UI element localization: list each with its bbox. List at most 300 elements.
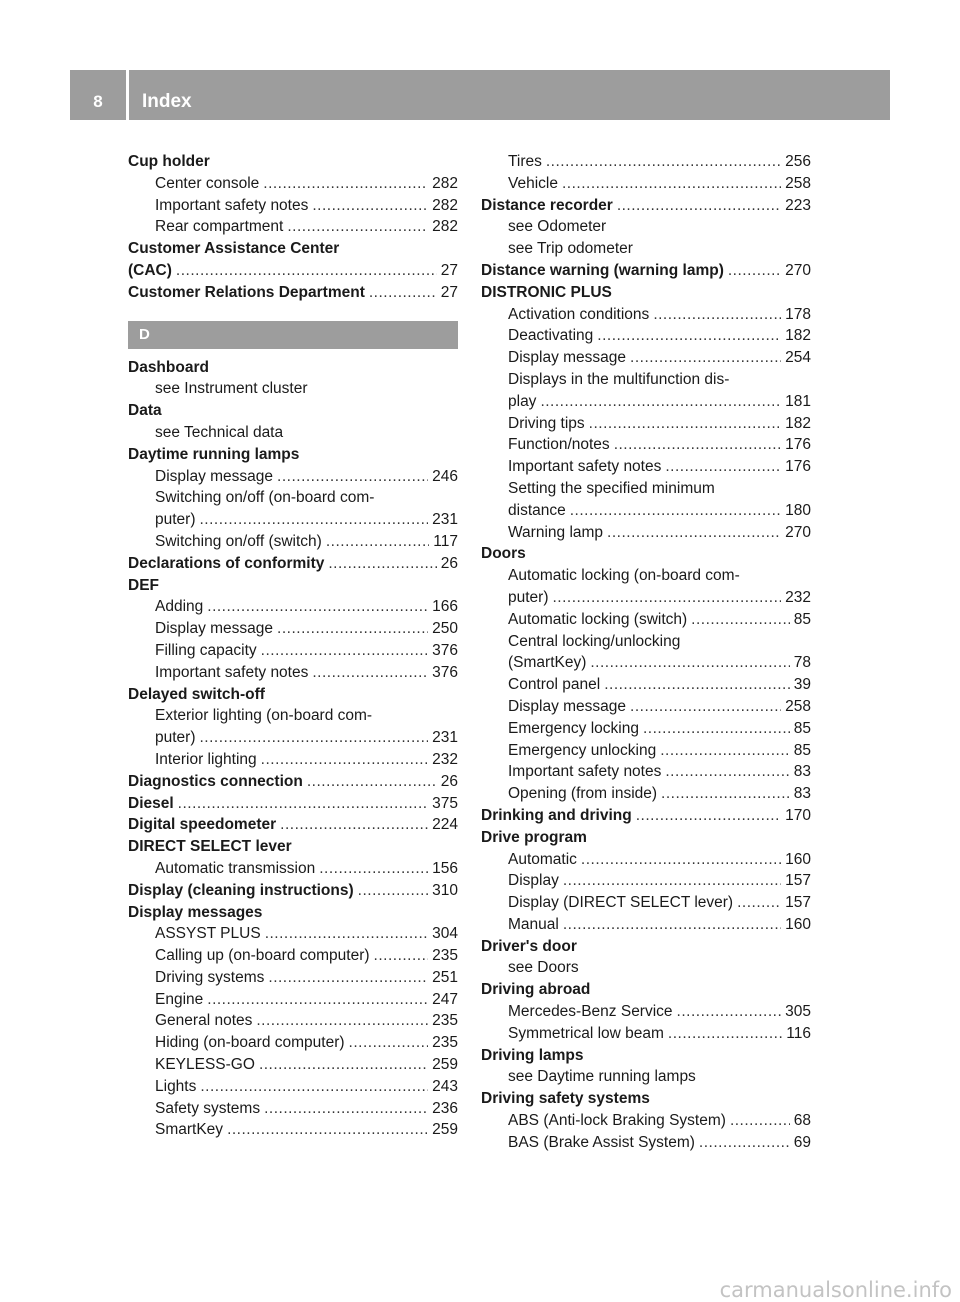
index-entry[interactable] (481, 195, 811, 217)
entry-text: Switching on/off (on-board com- (155, 489, 375, 507)
page-reference: 176 (785, 436, 811, 454)
page-number: 8 (93, 92, 103, 111)
entry-text: Exterior lighting (on-board com- (155, 707, 373, 725)
dot-leader (630, 347, 781, 369)
entry-text: Automatic transmission (155, 859, 316, 877)
index-entry[interactable] (481, 805, 811, 827)
entry-text: Warning lamp (508, 523, 604, 541)
dot-leader (677, 1001, 782, 1023)
entry-text: Distance recorder (481, 196, 613, 214)
page-reference: 157 (785, 894, 811, 912)
page-reference: 258 (785, 174, 811, 192)
dot-leader (349, 1032, 429, 1054)
page-reference: 256 (785, 153, 811, 170)
dot-leader (604, 674, 790, 696)
index-entry[interactable] (128, 814, 458, 836)
index-entry (128, 238, 458, 260)
dot-leader (358, 880, 428, 902)
page-reference: 232 (432, 750, 458, 768)
index-subentry[interactable] (128, 640, 458, 662)
index-subentry[interactable] (128, 945, 458, 967)
index-subentry[interactable] (481, 696, 811, 718)
index-subentry[interactable] (481, 304, 811, 326)
entry-text: Customer Relations Department (128, 283, 365, 301)
entry-text: Delayed switch-off (128, 685, 265, 703)
dot-leader (607, 522, 781, 544)
dot-leader (581, 849, 781, 871)
page-reference: 156 (432, 859, 458, 877)
index-subentry (481, 369, 811, 391)
entry-text: Emergency locking (508, 719, 639, 737)
page-reference: 254 (785, 349, 811, 367)
entry-text: Customer Assistance Center (128, 240, 340, 258)
index-subentry[interactable] (128, 466, 458, 488)
entry-text: Important safety notes (155, 196, 309, 214)
dot-leader (176, 260, 437, 282)
index-subentry[interactable] (481, 914, 811, 936)
index-subentry[interactable] (481, 522, 811, 544)
page-reference: 27 (440, 283, 458, 301)
index-subentry[interactable] (481, 456, 811, 478)
dot-leader (614, 434, 781, 456)
page-reference: 235 (432, 1034, 458, 1052)
entry-text: Driving systems (155, 968, 265, 986)
page-reference: 250 (432, 620, 458, 638)
dot-leader (328, 553, 436, 575)
index-subentry[interactable] (481, 1023, 811, 1045)
index-subentry[interactable] (128, 531, 458, 553)
dot-leader (261, 640, 428, 662)
entry-text: Automatic locking (on-board com- (508, 567, 740, 585)
entry-text: (SmartKey) (508, 654, 587, 672)
page-reference: 247 (432, 990, 458, 1008)
index-subentry (481, 631, 811, 653)
page-reference: 305 (785, 1003, 811, 1021)
index-entry (481, 936, 811, 958)
page-reference: 376 (432, 641, 458, 659)
page-reference: 259 (432, 1121, 458, 1139)
dot-leader (553, 587, 782, 609)
dot-leader (265, 923, 428, 945)
index-subentry[interactable] (481, 674, 811, 696)
entry-text: Cup holder (128, 153, 210, 170)
entry-text: Manual (508, 915, 559, 933)
index-subentry[interactable] (481, 413, 811, 435)
entry-text: Dashboard (128, 358, 209, 376)
dot-leader (259, 1054, 428, 1076)
entry-text: see Doors (508, 959, 579, 977)
entry-text: Automatic (508, 850, 577, 868)
index-subentry[interactable] (128, 1098, 458, 1120)
index-entry (128, 357, 458, 379)
dot-leader (728, 260, 781, 282)
entry-text: Hiding (on-board computer) (155, 1034, 345, 1052)
entry-text: Lights (155, 1077, 197, 1095)
dot-leader (730, 1110, 790, 1132)
index-entry (128, 400, 458, 422)
index-subentry[interactable] (128, 1119, 458, 1141)
page-reference: 78 (793, 654, 811, 672)
entry-text: SmartKey (155, 1121, 224, 1139)
dot-leader (256, 1010, 428, 1032)
index-subentry[interactable] (481, 587, 811, 609)
index-subentry[interactable] (481, 892, 811, 914)
dot-leader (227, 1119, 428, 1141)
entry-text: Driving lamps (481, 1046, 584, 1064)
page-reference: 270 (785, 261, 811, 279)
page-reference: 243 (432, 1077, 458, 1095)
entry-text: Display message (155, 467, 274, 485)
page-reference: 236 (432, 1099, 458, 1117)
index-subentry (481, 565, 811, 587)
page-reference: 68 (793, 1112, 811, 1130)
page-reference: 176 (785, 458, 811, 476)
entry-text: ASSYST PLUS (155, 925, 261, 943)
page-reference: 27 (440, 261, 458, 279)
page-reference: 116 (786, 1024, 811, 1042)
page-reference: 232 (785, 588, 811, 606)
index-entry[interactable] (481, 260, 811, 282)
index-subentry (128, 378, 458, 400)
dot-leader (277, 466, 428, 488)
section-letter-header: D (128, 321, 458, 349)
dot-leader (319, 858, 428, 880)
index-subentry[interactable] (128, 509, 458, 531)
entry-text: Calling up (on-board computer) (155, 947, 370, 965)
index-subentry[interactable] (481, 325, 811, 347)
page-reference: 166 (432, 598, 458, 616)
dot-leader (590, 652, 789, 674)
index-column-right (481, 151, 811, 1154)
page-reference: 180 (785, 501, 811, 519)
entry-text: Filling capacity (155, 641, 257, 659)
entry-text: distance (508, 501, 566, 519)
entry-text: Emergency unlocking (508, 741, 657, 759)
dot-leader (369, 282, 437, 304)
index-subentry[interactable] (128, 596, 458, 618)
page-reference: 157 (785, 872, 811, 890)
page-reference: 223 (785, 196, 811, 214)
page-reference: 160 (785, 915, 811, 933)
entry-text: Display messages (128, 903, 263, 921)
index-subentry[interactable] (481, 1110, 811, 1132)
page-reference: 182 (785, 414, 811, 432)
entry-text: Deactivating (508, 327, 594, 345)
entry-text: KEYLESS-GO (155, 1056, 255, 1074)
page-reference: 246 (432, 467, 458, 485)
entry-text: Control panel (508, 676, 601, 694)
page-reference: 83 (793, 763, 811, 781)
watermark: carmanualsonline.info (719, 1278, 952, 1302)
entry-text: Data (128, 402, 162, 420)
entry-text: Driving abroad (481, 981, 591, 999)
index-entry[interactable] (128, 260, 458, 282)
entry-text: Display (cleaning instructions) (128, 881, 354, 899)
index-entry[interactable] (128, 880, 458, 902)
entry-text: Display message (508, 697, 627, 715)
page-reference: 181 (785, 392, 811, 410)
dot-leader (653, 304, 781, 326)
index-subentry[interactable] (481, 1132, 811, 1154)
page-reference: 258 (785, 697, 811, 715)
dot-leader (178, 793, 428, 815)
page-reference: 259 (432, 1056, 458, 1074)
index-subentry[interactable] (481, 1001, 811, 1023)
entry-text: Symmetrical low beam (508, 1024, 664, 1042)
dot-leader (326, 531, 429, 553)
page-reference: 304 (432, 925, 458, 943)
index-subentry[interactable] (481, 151, 811, 173)
entry-text: Display (DIRECT SELECT lever) (508, 894, 734, 912)
page-reference: 85 (793, 610, 811, 628)
index-entry (128, 575, 458, 597)
dot-leader (665, 761, 789, 783)
index-subentry[interactable] (128, 216, 458, 238)
entry-text: DISTRONIC PLUS (481, 283, 612, 301)
dot-leader (207, 596, 428, 618)
page-reference: 182 (785, 327, 811, 345)
dot-leader (630, 696, 781, 718)
page-reference: 235 (432, 947, 458, 965)
page-reference: 39 (793, 676, 811, 694)
page-reference: 83 (793, 785, 811, 803)
dot-leader (668, 1023, 782, 1045)
index-subentry[interactable] (128, 727, 458, 749)
entry-text: Opening (from inside) (508, 785, 658, 803)
index-entry (128, 444, 458, 466)
entry-text: see Trip odometer (508, 240, 633, 258)
dot-leader (277, 618, 428, 640)
index-entry (481, 827, 811, 849)
entry-text: Adding (155, 598, 204, 616)
entry-text: Engine (155, 990, 204, 1008)
dot-leader (699, 1132, 790, 1154)
dot-leader (563, 870, 781, 892)
page-reference: 69 (793, 1133, 811, 1151)
page-reference: 231 (432, 729, 458, 747)
index-entry[interactable] (128, 282, 458, 304)
index-entry (128, 684, 458, 706)
index-subentry[interactable] (128, 662, 458, 684)
entry-text: Function/notes (508, 436, 610, 454)
index-subentry[interactable] (128, 1076, 458, 1098)
entry-text: Diesel (128, 794, 174, 812)
entry-text: Distance warning (warning lamp) (481, 261, 724, 279)
entry-text: Display message (508, 349, 627, 367)
entry-text: play (508, 392, 537, 410)
entry-text: Switching on/off (switch) (155, 532, 322, 550)
dot-leader (597, 325, 781, 347)
entry-text: see Technical data (155, 423, 284, 441)
page-header (70, 70, 890, 120)
index-subentry[interactable] (128, 923, 458, 945)
dot-leader (200, 509, 429, 531)
index-entry (128, 902, 458, 924)
index-entry[interactable] (128, 793, 458, 815)
entry-text: see Daytime running lamps (508, 1068, 696, 1086)
entry-text: Tires (508, 153, 542, 170)
entry-text: Digital speedometer (128, 816, 277, 834)
entry-text: ABS (Anti-lock Braking System) (508, 1112, 726, 1130)
page-reference: 235 (432, 1012, 458, 1030)
dot-leader (312, 662, 428, 684)
entry-text: Drive program (481, 828, 587, 846)
index-entry (481, 282, 811, 304)
index-entry[interactable] (128, 553, 458, 575)
page-reference: 282 (432, 218, 458, 236)
dot-leader (280, 814, 428, 836)
entry-text: Important safety notes (508, 763, 662, 781)
index-subentry[interactable] (481, 761, 811, 783)
index-subentry[interactable] (481, 870, 811, 892)
page-title: Index (142, 91, 192, 112)
page-reference: 282 (432, 174, 458, 192)
dot-leader (287, 216, 428, 238)
page-reference: 376 (432, 663, 458, 681)
page-reference: 26 (440, 772, 458, 790)
entry-text: Interior lighting (155, 750, 257, 768)
dot-leader (312, 195, 428, 217)
entry-text: Mercedes-Benz Service (508, 1003, 673, 1021)
page-reference: 251 (432, 968, 458, 986)
index-entry (481, 979, 811, 1001)
index-entry (481, 1045, 811, 1067)
page-reference: 178 (785, 305, 811, 323)
entry-text: puter) (155, 729, 196, 747)
index-subentry (481, 957, 811, 979)
dot-leader (665, 456, 781, 478)
index-column-left (128, 151, 458, 1141)
page-reference: 224 (432, 816, 458, 834)
dot-leader (563, 914, 781, 936)
entry-text: see Odometer (508, 218, 607, 236)
dot-leader (643, 718, 790, 740)
dot-leader (200, 1076, 428, 1098)
index-subentry[interactable] (481, 652, 811, 674)
index-subentry[interactable] (481, 500, 811, 522)
index-subentry[interactable] (481, 783, 811, 805)
dot-leader (589, 413, 781, 435)
index-subentry[interactable] (128, 989, 458, 1011)
index-subentry[interactable] (128, 1010, 458, 1032)
index-subentry[interactable] (481, 740, 811, 762)
entry-text: Daytime running lamps (128, 445, 300, 463)
page-reference: 26 (440, 554, 458, 572)
page-reference: 85 (793, 741, 811, 759)
entry-text: Rear compartment (155, 218, 284, 236)
entry-text: Setting the specified minimum (508, 479, 715, 497)
index-subentry[interactable] (128, 967, 458, 989)
entry-text: Vehicle (508, 174, 558, 192)
entry-text: Drinking and driving (481, 806, 632, 824)
index-subentry[interactable] (128, 1054, 458, 1076)
index-subentry[interactable] (481, 609, 811, 631)
entry-text: Diagnostics connection (128, 772, 303, 790)
dot-leader (207, 989, 428, 1011)
index-subentry[interactable] (481, 718, 811, 740)
index-subentry[interactable] (128, 749, 458, 771)
index-subentry[interactable] (481, 434, 811, 456)
entry-text: Important safety notes (508, 458, 662, 476)
dot-leader (261, 749, 428, 771)
dot-leader (737, 892, 781, 914)
entry-text: puter) (508, 588, 549, 606)
index-entry (128, 151, 458, 173)
entry-text: Driving tips (508, 414, 585, 432)
dot-leader (200, 727, 429, 749)
page-reference: 231 (432, 511, 458, 529)
entry-text: Center console (155, 174, 260, 192)
index-subentry[interactable] (128, 195, 458, 217)
index-entry (128, 836, 458, 858)
page-reference: 310 (432, 881, 458, 899)
index-subentry (481, 238, 811, 260)
dot-leader (661, 783, 790, 805)
dot-leader (570, 500, 781, 522)
entry-text: Declarations of conformity (128, 554, 325, 572)
page-reference: 117 (433, 532, 458, 550)
entry-text: puter) (155, 511, 196, 529)
index-subentry[interactable] (481, 391, 811, 413)
index-entry (481, 1088, 811, 1110)
dot-leader (540, 391, 781, 413)
dot-leader (307, 771, 437, 793)
dot-leader (263, 173, 428, 195)
entry-text: Automatic locking (switch) (508, 610, 688, 628)
entry-text: Activation conditions (508, 305, 650, 323)
index-subentry[interactable] (481, 347, 811, 369)
index-subentry (481, 478, 811, 500)
entry-text: (CAC) (128, 261, 172, 279)
index-subentry (481, 1066, 811, 1088)
entry-text: Display message (155, 620, 274, 638)
dot-leader (636, 805, 781, 827)
page-reference: 160 (785, 850, 811, 868)
page-reference: 375 (432, 794, 458, 812)
entry-text: DIRECT SELECT lever (128, 838, 292, 856)
index-entry[interactable] (128, 771, 458, 793)
entry-text: Important safety notes (155, 663, 309, 681)
entry-text: DEF (128, 576, 159, 594)
page-reference: 85 (793, 719, 811, 737)
entry-text: Central locking/unlocking (508, 632, 681, 650)
dot-leader (546, 151, 781, 173)
index-subentry[interactable] (481, 849, 811, 871)
index-subentry[interactable] (128, 618, 458, 640)
entry-text: Doors (481, 545, 526, 563)
entry-text: BAS (Brake Assist System) (508, 1133, 695, 1151)
dot-leader (660, 740, 790, 762)
index-subentry[interactable] (128, 173, 458, 195)
page-reference: 282 (432, 196, 458, 214)
dot-leader (374, 945, 429, 967)
index-subentry[interactable] (481, 173, 811, 195)
index-subentry[interactable] (128, 858, 458, 880)
dot-leader (562, 173, 781, 195)
index-subentry (128, 422, 458, 444)
index-subentry (481, 216, 811, 238)
entry-text: Displays in the multifunction dis- (508, 370, 730, 388)
entry-text: Display (508, 872, 559, 890)
index-subentry[interactable] (128, 1032, 458, 1054)
index-entry (481, 543, 811, 565)
entry-text: see Instrument cluster (155, 380, 308, 398)
page-reference: 270 (785, 523, 811, 541)
page-reference: 170 (785, 806, 811, 824)
entry-text: Safety systems (155, 1099, 261, 1117)
dot-leader (691, 609, 790, 631)
entry-text: General notes (155, 1012, 253, 1030)
